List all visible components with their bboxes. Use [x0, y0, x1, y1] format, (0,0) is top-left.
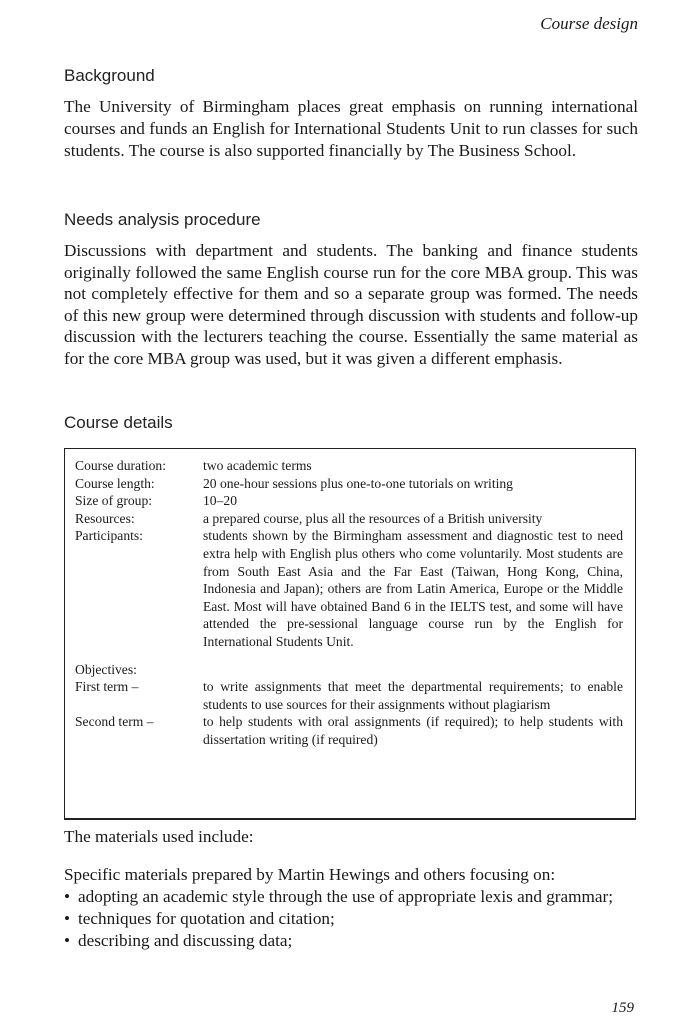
section-heading-background: Background	[64, 66, 155, 85]
objective-label: Second term –	[75, 714, 154, 730]
detail-label: Course length:	[75, 475, 155, 491]
objective-row	[75, 713, 623, 748]
detail-value: students shown by the Birmingham assessment and diagnostic test to need extra help with English plus others who come voluntarily. Most students are from South East Asia and the Far East (Taiwan, Hong Kong, China, Indonesia and Japan); others are from Latin America, Europe or the Middle East. Most will have obtained Band 6 in the IELTS test, and some will have attended the pre-sessional language course run by the English for International Students Unit.	[203, 528, 623, 649]
detail-row	[75, 475, 623, 493]
detail-row	[75, 457, 623, 475]
running-head: Course design	[540, 14, 638, 33]
course-details-box	[64, 448, 636, 820]
materials-list	[64, 886, 638, 952]
detail-label: Participants:	[75, 528, 143, 544]
objectives-label: Objectives:	[75, 661, 137, 677]
detail-value: a prepared course, plus all the resources of a British university	[203, 510, 543, 526]
section-heading-needs: Needs analysis procedure	[64, 210, 261, 229]
detail-label: Resources:	[75, 510, 135, 526]
detail-value: 10–20	[203, 493, 237, 509]
needs-paragraph: Discussions with department and students. The banking and finance students originally followed the same English course run for the core MBA group. This was not completely effective for them and so a separate group was formed. The needs of this new group were determined through discussion with students and follow-up discussion with the lecturers teaching the course. Essentially the same material as for the core MBA group was used, but it was given a different emphasis.	[64, 241, 638, 368]
materials-intro: The materials used include:	[64, 827, 254, 846]
list-item: • techniques for quotation and citation;	[64, 908, 638, 930]
materials-lead: Specific materials prepared by Martin Hewings and others focusing on:	[64, 865, 556, 884]
objective-label: First term –	[75, 679, 139, 695]
detail-row	[75, 510, 623, 528]
detail-label: Size of group:	[75, 493, 153, 509]
detail-label: Course duration:	[75, 458, 166, 473]
list-item: • adopting an academic style through the use of appropriate lexis and grammar;	[64, 886, 638, 908]
objective-row	[75, 678, 623, 713]
detail-value: two academic terms	[203, 458, 312, 473]
page-number: 159	[611, 1000, 634, 1016]
section-heading-course-details: Course details	[64, 413, 173, 432]
detail-row	[75, 527, 623, 650]
detail-value: 20 one-hour sessions plus one-to-one tutorials on writing	[203, 475, 513, 491]
detail-row	[75, 492, 623, 510]
list-item: • describing and discussing data;	[64, 930, 638, 952]
materials-list-block	[64, 864, 638, 952]
objective-value: to help students with oral assignments (if required); to help students with dissertation writing (if required)	[203, 714, 623, 747]
objective-value: to write assignments that meet the departmental requirements; to enable students to use sources for their assignments without plagiarism	[203, 679, 623, 712]
background-paragraph: The University of Birmingham places great emphasis on running international courses and funds an English for International Students Unit to run classes for such students. The course is also supported financially by The Business School.	[64, 97, 638, 160]
